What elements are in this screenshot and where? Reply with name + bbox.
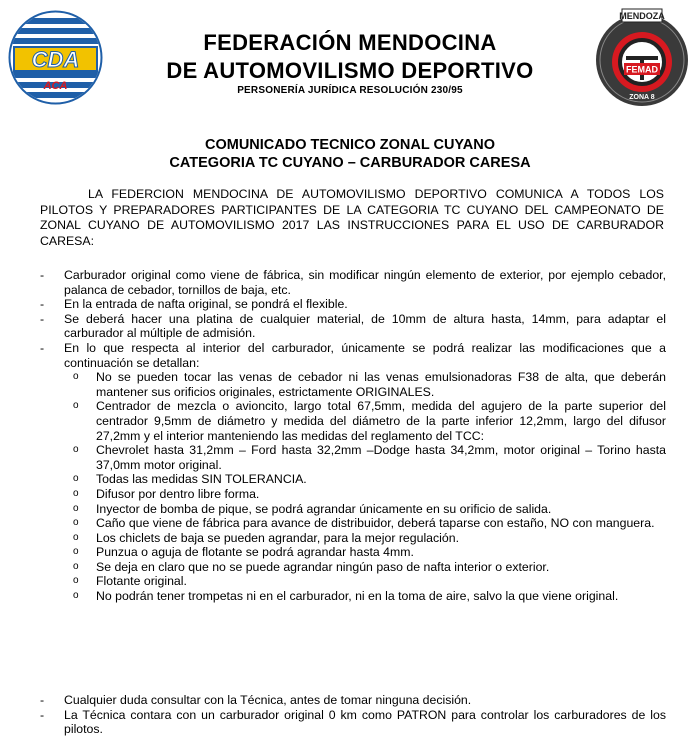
sub-list-item (40, 545, 666, 560)
list-item (40, 297, 666, 312)
sub-list-item-text: Difusor por dentro libre forma. (96, 486, 260, 501)
sub-list-item-text: Inyector de bomba de pique, se podrá agrandar únicamente en su orificio de salida. (96, 501, 552, 516)
sub-list-item (40, 370, 666, 399)
circle-bullet-icon: o (73, 531, 79, 543)
sub-list-item (40, 516, 666, 531)
circle-bullet-icon: o (73, 371, 79, 383)
cda-logo (8, 10, 103, 105)
dash-marker: - (40, 311, 45, 326)
circle-bullet-icon: o (73, 590, 79, 602)
list-item-text: La Técnica contara con un carburador original 0 km como PATRON para controlar los carburadores de los pilotos. (64, 707, 666, 737)
femad-logo-top-text: MENDOZA (619, 11, 665, 21)
dash-marker: - (40, 297, 45, 312)
list-item (40, 693, 666, 708)
letterhead (0, 0, 700, 120)
circle-bullet-icon: o (73, 517, 79, 529)
list-item-text: Se deberá hacer una platina de cualquier material, de 10mm de altura hasta, 14mm, para adaptar el carburador al múltiple de admisión. (64, 311, 666, 341)
sub-list-item (40, 443, 666, 472)
sub-list-item (40, 574, 666, 589)
sub-list-item (40, 502, 666, 517)
list-item (40, 708, 666, 737)
femad-logo-bottom-text: ZONA 8 (629, 94, 655, 101)
dash-marker: - (40, 707, 45, 722)
sub-list-item (40, 487, 666, 502)
sub-list-item-text: No podrán tener trompetas ni en el carburador, ni en la toma de aire, salvo la que viene original. (96, 589, 619, 604)
circle-bullet-icon: o (73, 546, 79, 558)
list-item-text: Cualquier duda consultar con la Técnica, antes de tomar ninguna decisión. (64, 693, 472, 707)
dash-marker: - (40, 693, 45, 707)
aca-logo-text: ACA (43, 80, 68, 92)
sub-list-item-text: Chevrolet hasta 31,2mm – Ford hasta 32,2mm –Dodge hasta 34,2mm, motor original – Torino hasta 37,0mm motor original. (96, 443, 666, 472)
circle-bullet-icon: o (73, 473, 79, 485)
sub-list-item (40, 560, 666, 575)
list-item (40, 268, 666, 297)
sub-list-item (40, 472, 666, 487)
federation-title-line1: FEDERACIÓN MENDOCINA (203, 30, 497, 55)
sub-list-item-text: Centrador de mezcla o avioncito, largo total 67,5mm, medida del agujero de la parte superior del centrador 9,5mm de diámetro y medida del diámetro de la parte inferior 12,2mm, largo del difusor 27,2mm y el interior manteniendo las medidas del reglamento del TCC: (96, 399, 666, 443)
sub-list-item-text: Los chiclets de baja se pueden agrandar, para la mejor regulación. (96, 530, 459, 545)
circle-bullet-icon: o (73, 400, 79, 412)
list-item (40, 312, 666, 341)
circle-bullet-icon: o (73, 560, 79, 572)
circle-bullet-icon: o (73, 444, 79, 456)
dash-marker: - (40, 340, 45, 355)
final-notes-list (40, 693, 666, 737)
circle-bullet-icon: o (73, 487, 79, 499)
sub-list-item (40, 399, 666, 443)
femad-logo-center-text: FEMAD (626, 64, 658, 75)
sub-list-item-text: Se deja en claro que no se puede agrandar ningún paso de nafta interior o exterior. (96, 559, 550, 574)
sub-list-item-text: No se pueden tocar las venas de cebador ni las venas emulsionadoras F38 de alta, que deberán mantener sus orificios originales, estrictamente ORIGINALES. (96, 370, 666, 399)
sub-list (40, 370, 666, 604)
dash-marker: - (40, 268, 45, 282)
list-item-text: En lo que respecta al interior del carburador, únicamente se podrá realizar las modificaciones que a continuación se detallan: (64, 340, 666, 370)
document-title-line1: COMUNICADO TECNICO ZONAL CUYANO (204, 137, 495, 153)
federation-title-line2: DE AUTOMOVILISMO DEPORTIVO (166, 58, 534, 83)
circle-bullet-icon: o (73, 575, 79, 587)
sub-list-item (40, 589, 666, 604)
sub-list-item-text: Flotante original. (96, 574, 187, 589)
personeria-juridica: PERSONERÍA JURÍDICA RESOLUCIÓN 230/95 (237, 85, 463, 96)
rules-list (40, 268, 666, 604)
list-item-text: Carburador original como viene de fábrica, sin modificar ningún elemento de exterior, por ejemplo cebador, palanca de cebador, tornillos de baja, etc. (64, 268, 666, 297)
sub-list-item-text: Punzua o aguja de flotante se podrá agrandar hasta 4mm. (96, 545, 414, 560)
sub-list-item-text: Todas las medidas SIN TOLERANCIA. (96, 472, 307, 487)
list-item-text: En la entrada de nafta original, se pondrá el flexible. (64, 297, 348, 312)
list-item (40, 341, 666, 370)
intro-paragraph: LA FEDERCION MENDOCINA DE AUTOMOVILISMO DEPORTIVO COMUNICA A TODOS LOS PILOTOS Y PREPARADORES PARTICIPANTES DE LA CATEGORIA TC CUYANO DEL CAMPEONATO DE ZONAL CUYANO DE AUTOMOVILISMO 2017 LAS INSTRUCCIONES PARA EL USO DE CARBURADOR CARESA: (40, 187, 664, 248)
cda-logo-text: CDA (31, 47, 80, 72)
sub-list-item (40, 531, 666, 546)
document-title-line2: CATEGORIA TC CUYANO – CARBURADOR CARESA (169, 155, 531, 171)
femad-logo (592, 8, 692, 108)
sub-list-item-text: Caño que viene de fábrica para avance de distribuidor, deberá taparse con estaño, NO con manguera. (96, 516, 655, 531)
circle-bullet-icon: o (73, 502, 79, 514)
